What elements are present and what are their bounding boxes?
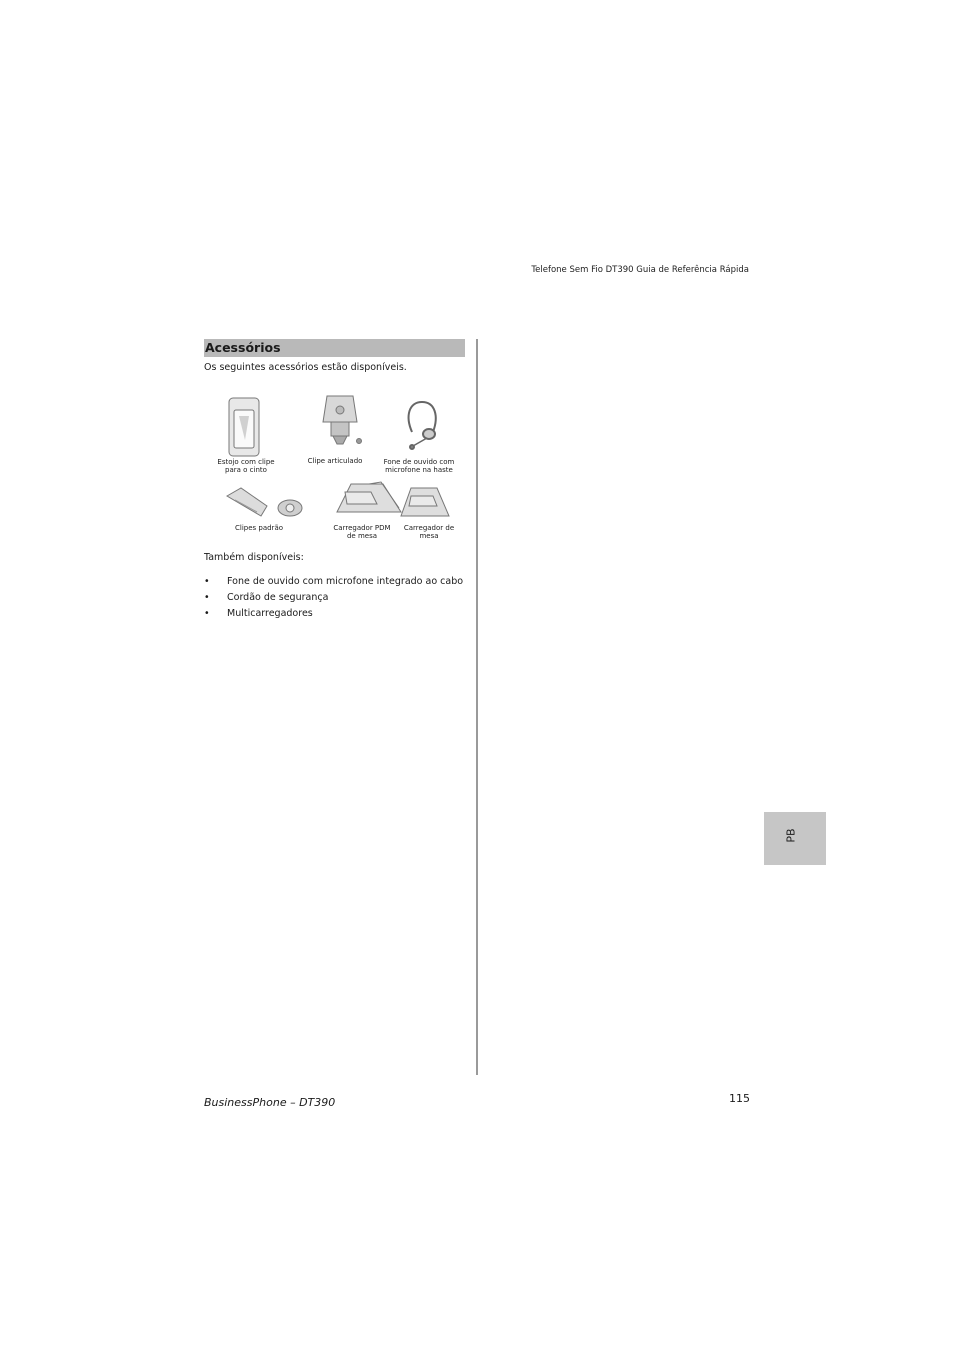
list-item-text: Fone de ouvido com microfone integrado ao cabo <box>227 576 464 587</box>
also-available-heading: Também disponíveis: <box>204 552 304 563</box>
page-number: 115 <box>729 1092 750 1105</box>
section-title: Acessórios <box>204 339 465 357</box>
accessories-figure <box>205 388 463 544</box>
desktop-charger-image <box>401 488 449 516</box>
caption-pdm-charger: Carregador PDM de mesa <box>333 524 391 540</box>
caption-standard-clips: Clipes padrão <box>234 524 284 532</box>
caption-swivel-clip: Clipe articulado <box>307 457 363 465</box>
caption-holster: Estojo com clipe para o cinto <box>217 458 275 474</box>
column-divider <box>476 339 478 1075</box>
language-tab-label: PB <box>784 828 798 843</box>
list-item-text: Multicarregadores <box>227 608 313 619</box>
intro-text: Os seguintes acessórios estão disponíveis. <box>204 362 407 373</box>
bullet-icon: • <box>204 608 210 619</box>
language-tab <box>764 812 826 865</box>
holster-image <box>229 398 259 456</box>
bullet-icon: • <box>204 576 210 587</box>
list-item-text: Cordão de segurança <box>227 592 329 603</box>
pdm-charger-image <box>337 482 401 512</box>
headset-image <box>409 402 436 449</box>
footer-product: BusinessPhone – DT390 <box>204 1096 336 1109</box>
bullet-icon: • <box>204 592 210 603</box>
caption-desktop-charger: Carregador de mesa <box>403 524 455 540</box>
running-header: Telefone Sem Fio DT390 Guia de Referência Rápida <box>531 265 749 275</box>
standard-clips-image <box>227 488 302 516</box>
caption-headset: Fone de ouvido com microfone na haste <box>383 458 455 474</box>
swivel-clip-image <box>323 396 362 444</box>
